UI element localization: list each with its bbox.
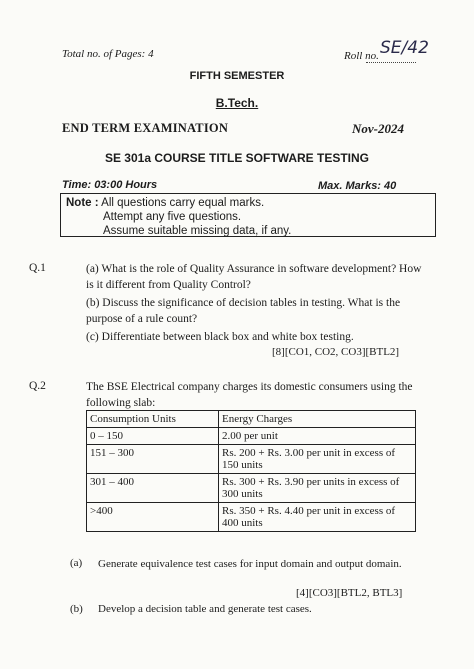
question-2-intro: The BSE Electrical company charges its domestic consumers using the following slab: [86, 381, 413, 409]
table-cell: Rs. 200 + Rs. 3.00 per unit in excess of 150 units [219, 445, 416, 474]
note-box [60, 193, 436, 237]
question-2-part-a-label: (a) [70, 557, 83, 569]
roll-no-value: SE/42 [380, 38, 429, 58]
table-cell: >400 [87, 503, 219, 532]
exam-title: END TERM EXAMINATION [62, 121, 229, 135]
table-row [87, 428, 416, 445]
question-1-body [86, 262, 426, 349]
question-1-part-c: (c) Differentiate between black box and white box testing. [86, 331, 354, 343]
table-cell: 2.00 per unit [219, 428, 416, 445]
table-row [87, 474, 416, 503]
question-2-part-b: Develop a decision table and generate test cases. [98, 603, 312, 615]
max-marks: Max. Marks: 40 [318, 180, 397, 192]
question-1-part-b: (b) Discuss the significance of decision tables in testing. What is the purpose of a rule count? [86, 297, 401, 325]
degree: B.Tech. [215, 96, 259, 110]
roll-no-label: Roll no. [344, 50, 379, 62]
table-cell: Rs. 350 + Rs. 4.40 per unit in excess of 400 units [219, 503, 416, 532]
table-cell: Rs. 300 + Rs. 3.90 per units in excess of 300 units [219, 474, 416, 503]
note-line-2: Attempt any five questions. [103, 211, 242, 223]
question-2-number: Q.2 [29, 380, 46, 392]
question-1-part-a: (a) What is the role of Quality Assurance in software development? How is it different from Quality Control? [86, 263, 422, 291]
course-title: SE 301a COURSE TITLE SOFTWARE TESTING [104, 151, 370, 165]
roll-no-underline [366, 62, 416, 63]
exam-time: Time: 03:00 Hours [62, 179, 158, 191]
question-2-part-a-marks: [4][CO3][BTL2, BTL3] [296, 587, 403, 599]
table-header-cell: Consumption Units [87, 411, 219, 428]
note-line-1 [66, 196, 430, 210]
question-1-number: Q.1 [29, 262, 46, 274]
table-header-row [87, 411, 416, 428]
table-cell: 301 – 400 [87, 474, 219, 503]
question-1-marks: [8][CO1, CO2, CO3][BTL2] [272, 346, 400, 358]
semester: FIFTH SEMESTER [189, 70, 285, 82]
table-header-cell: Energy Charges [219, 411, 416, 428]
total-pages: Total no. of Pages: 4 [62, 48, 154, 60]
table-cell: 0 – 150 [87, 428, 219, 445]
question-2-part-a: Generate equivalence test cases for input domain and output domain. [98, 558, 402, 570]
note-text-1: All questions carry equal marks. [101, 197, 265, 209]
slab-table [86, 410, 416, 532]
question-2-part-b-label: (b) [70, 603, 83, 615]
table-row [87, 503, 416, 532]
note-line-3: Assume suitable missing data, if any. [103, 225, 292, 237]
note-label: Note : [66, 197, 99, 209]
table-row [87, 445, 416, 474]
exam-date: Nov-2024 [352, 121, 404, 136]
table-cell: 151 – 300 [87, 445, 219, 474]
